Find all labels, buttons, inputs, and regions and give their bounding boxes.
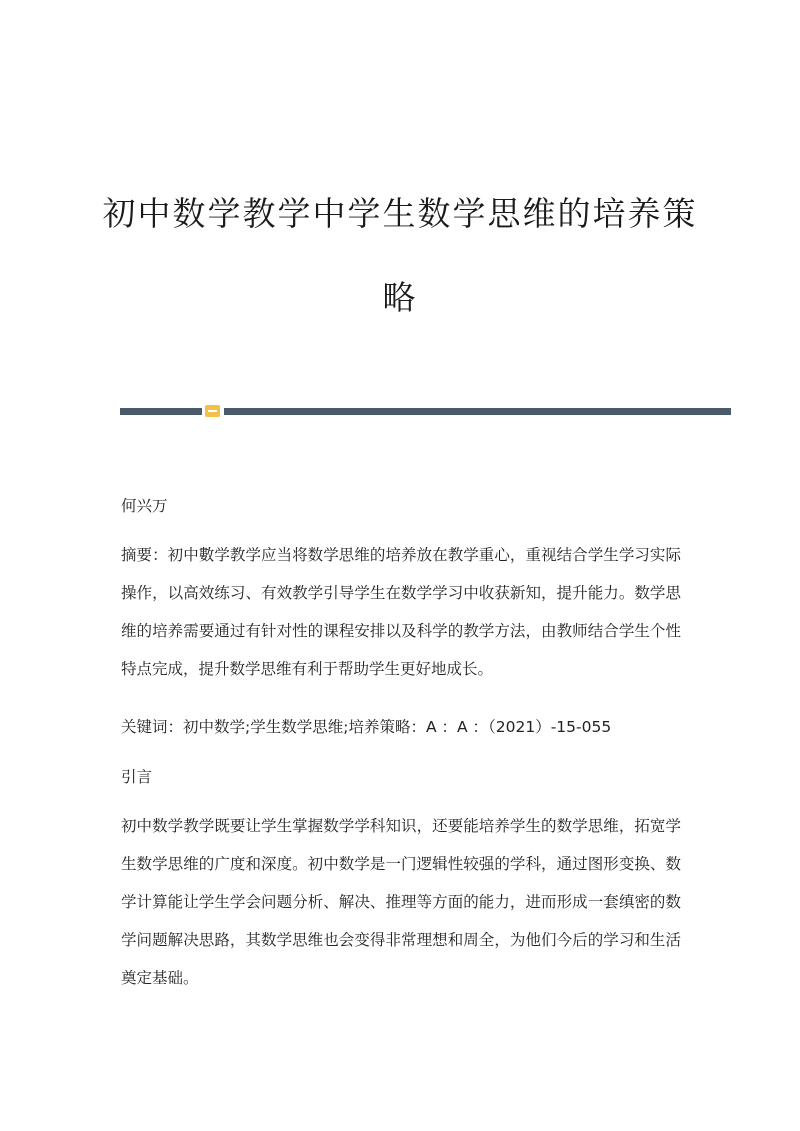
divider-badge-icon <box>205 405 220 417</box>
abstract-text: 摘要：初中數学教学应当将数学思维的培养放在教学重心，重视结合学生学习实际操作，以高效练习、有效教学引导学生在数学学习中收获新知，提升能力。数学思维的培养需要通过有针对性的课程安排以及科学的教学方法，由教师结合学生个性特点完成，提升数学思维有利于帮助学生更好地成长。 <box>121 546 681 678</box>
title-divider-right <box>224 408 731 415</box>
intro-body-text: 初中数学教学既要让学生掌握数学学科知识，还要能培养学生的数学思维，拓宽学生数学思维的广度和深度。初中数学是一门逻辑性较强的学科，通过图形变换、数学计算能让学生学会问题分析、解决、推理等方面的能力，进而形成一套缜密的数学问题解决思路，其数学思维也会变得非常理想和周全，为他们今后的学习和生活奠定基础。 <box>121 817 681 987</box>
keywords-text: 关键词：初中数学;学生数学思维;培养策略：A ：A ：（2021）-15-055 <box>121 718 612 736</box>
intro-body <box>121 807 681 997</box>
intro-heading-text: 引言 <box>121 768 153 786</box>
author-text: 何兴万 <box>121 497 168 515</box>
intro-heading <box>121 758 681 796</box>
keywords-section <box>121 708 681 746</box>
document-title-line-1: 初中数学教学中学生数学思维的培养策 <box>102 194 698 233</box>
abstract-section <box>121 536 681 688</box>
document-title-line-2: 略 <box>382 278 418 317</box>
author-name <box>121 487 681 525</box>
title-divider-left <box>120 408 202 415</box>
